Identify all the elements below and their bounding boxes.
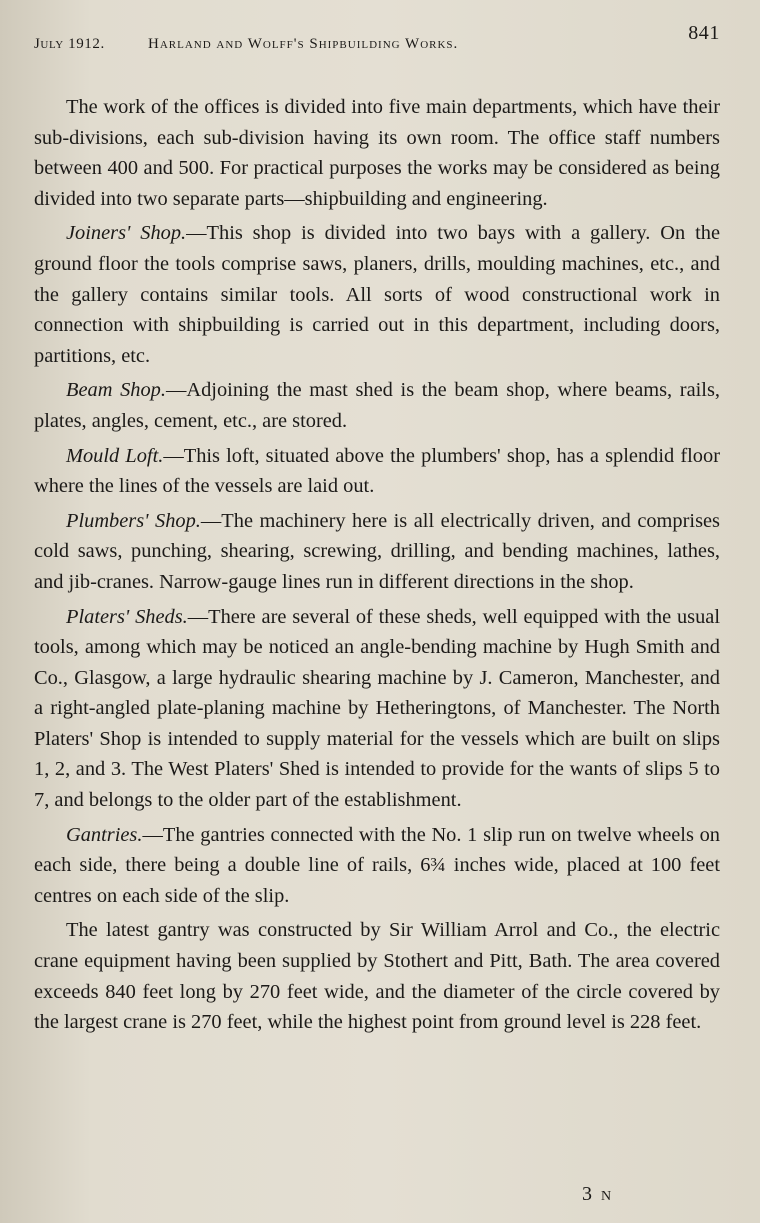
body-text	[34, 92, 720, 1038]
paragraph-text: —This loft, situated above the plumbers' shop, has a splendid floor where the lines of the vessels are laid out.	[34, 444, 720, 498]
paragraph	[34, 506, 720, 598]
paragraph	[34, 92, 720, 214]
paragraph	[34, 441, 720, 502]
paragraph-lead: Platers' Sheds.	[66, 605, 188, 628]
issue-date: July 1912.	[34, 36, 105, 52]
paragraph	[34, 820, 720, 912]
running-head	[34, 22, 720, 62]
paragraph-lead: Gantries.	[66, 823, 143, 846]
paragraph-text: —There are several of these sheds, well equipped with the usual tools, among which may be noticed an angle-bending machine by Hugh Smith and Co., Glasgow, a large hydraulic shearing machine by J. Cameron, Manchester, and a right-angled plate-planing machine by Hetheringtons, of Manchester. The North Platers' Shop is intended to supply material for the vessels which are built on slips 1, 2, and 3. The West Platers' Shed is intended to provide for the wants of slips 5 to 7, and belongs to the older part of the establishment.	[34, 605, 720, 812]
signature-letter: N	[601, 1189, 614, 1204]
paragraph-text: —This shop is divided into two bays with a gallery. On the ground floor the tools comprise saws, planers, drills, moulding machines, etc., and the gallery contains similar tools. All sorts of wood constructional work in connection with shipbuilding is carried out in this department, including doors, partitions, etc.	[34, 222, 720, 367]
paragraph	[34, 218, 720, 371]
paragraph-text: The latest gantry was constructed by Sir William Arrol and Co., the electric crane equipment having been supplied by Stothert and Pitt, Bath. The area covered exceeds 840 feet long by 270 feet wide, and the diameter of the circle covered by the largest crane is 270 feet, while the highest point from ground level is 228 feet.	[34, 919, 720, 1034]
signature-number: 3	[582, 1183, 594, 1205]
paragraph-lead: Joiners' Shop.	[66, 222, 187, 245]
paragraph-lead: Mould Loft.	[66, 444, 164, 467]
paragraph	[34, 602, 720, 816]
paragraph-text: The work of the offices is divided into five main departments, which have their sub-divisions, each sub-division having its own room. The office staff numbers between 400 and 500. For practical purposes the works may be considered as being divided into two separate parts—shipbuilding and engineering.	[34, 96, 720, 210]
page-number: 841	[688, 22, 720, 44]
article-title: Harland and Wolff's Shipbuilding Works.	[148, 36, 459, 52]
paragraph-text: —The machinery here is all electrically driven, and comprises cold saws, punching, shearing, screwing, drilling, and bending machines, lathes, and jib-cranes. Narrow-gauge lines run in different directions in the shop.	[34, 509, 720, 593]
paragraph-lead: Beam Shop.	[66, 379, 166, 402]
paragraph	[34, 375, 720, 436]
paragraph-text: —Adjoining the mast shed is the beam shop, where beams, rails, plates, angles, cement, etc., are stored.	[34, 379, 721, 432]
signature-mark	[582, 1183, 613, 1206]
paragraph-text: —The gantries connected with the No. 1 slip run on twelve wheels on each side, there being a double line of rails, 6¾ inches wide, placed at 100 feet centres on each side of the slip.	[34, 823, 720, 907]
paragraph-lead: Plumbers' Shop.	[66, 509, 201, 532]
paragraph	[34, 915, 720, 1037]
